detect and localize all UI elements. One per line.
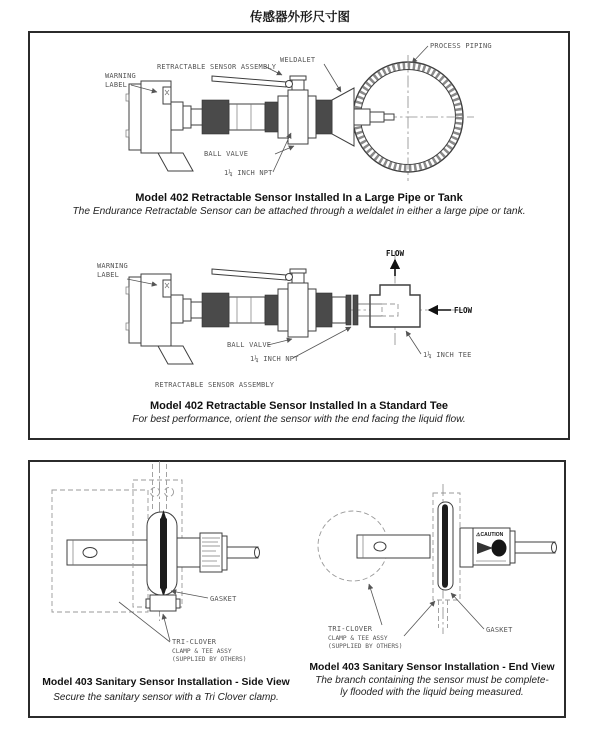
body-tube: [229, 104, 265, 130]
mount-plate: [129, 277, 141, 343]
caption-402-large-pipe: Model 402 Retractable Sensor Installed In a Large Pipe or Tank: [135, 192, 463, 204]
label-triclover-2: CLAMP & TEE ASSY: [172, 648, 232, 655]
leader-triclover-2: [404, 601, 435, 636]
label-npt: 1¼ INCH NPT: [250, 355, 299, 363]
label-flow-side: FLOW: [454, 306, 473, 315]
sensor-body: [460, 528, 473, 567]
leader-process-piping: [412, 46, 428, 63]
clamp-handle-bar: [357, 535, 430, 558]
valve-stem-cap: [290, 76, 306, 80]
caption-403-end-view: Model 403 Sanitary Sensor Installation - End View: [309, 662, 555, 673]
sensor-cap: [510, 531, 515, 563]
tee-stub-tab: [146, 599, 150, 608]
shaft-end: [255, 548, 260, 558]
subcaption-402-standard-tee: For best performance, orient the sensor with the end facing the liquid flow.: [132, 414, 466, 425]
label-retractable-assembly: RETRACTABLE SENSOR ASSEMBLY: [157, 63, 277, 71]
collar: [183, 299, 191, 321]
valve-stem: [292, 273, 304, 283]
label-flow-top: FLOW: [385, 249, 405, 258]
label-warning-1: WARNING: [105, 72, 136, 80]
sensor-shaft: [515, 542, 555, 553]
tee-fitting: [370, 285, 420, 327]
warning-sticker: [163, 280, 171, 297]
handle-hole: [83, 548, 97, 558]
caution-text: ⚠CAUTION: [476, 532, 504, 538]
valve-body: [288, 90, 308, 144]
npt-ring: [346, 295, 351, 325]
clamp-lug: [151, 488, 160, 497]
knurled-coupling: [202, 100, 229, 134]
valve-handle: [212, 76, 286, 87]
sensor-tip-end: [384, 114, 394, 120]
valve-stem-cap: [290, 269, 306, 273]
subcaption-403-side-view: Secure the sanitary sensor with a Tri Clover clamp.: [53, 692, 279, 703]
label-retractable-assembly: RETRACTABLE SENSOR ASSEMBLY: [155, 381, 275, 389]
gasket-dot-bottom: [442, 582, 448, 588]
label-triclover-2: CLAMP & TEE ASSY: [328, 635, 388, 642]
subcaption-403-end-view-line2: ly flooded with the liquid being measured.: [340, 686, 524, 698]
valve-stem: [292, 80, 304, 90]
valve-flange-right: [308, 289, 316, 331]
caption-402-standard-tee: Model 402 Retractable Sensor Installed In a Standard Tee: [149, 400, 449, 412]
knurled-nut: [265, 102, 278, 132]
label-triclover-3: (SUPPLIED BY OTHERS): [328, 643, 403, 650]
label-gasket: GASKET: [210, 595, 237, 603]
body-tube: [229, 297, 265, 323]
valve-flange-right: [308, 96, 316, 138]
valve-body: [288, 283, 308, 337]
leader-gasket: [451, 593, 484, 629]
leader-weldalet: [324, 64, 341, 92]
label-triclover-1: TRI-CLOVER: [172, 638, 217, 646]
label-npt: 1¼ INCH NPT: [224, 169, 273, 177]
subcaption-403-end-view: [300, 675, 564, 698]
sensor-tip-base: [354, 109, 370, 125]
label-gasket: GASKET: [486, 626, 513, 634]
page-title: 传感器外形尺寸图: [249, 9, 350, 24]
diagram-403-side-view: [28, 461, 300, 675]
label-weldalet: WELDALET: [280, 56, 316, 64]
leader-npt: [273, 133, 291, 172]
label-dark-graphic: [492, 540, 507, 557]
valve-handle-pivot: [286, 81, 293, 88]
handle-hole: [374, 542, 386, 551]
caption-403-side-view: Model 403 Sanitary Sensor Installation - Side View: [42, 677, 290, 688]
collar: [183, 106, 191, 128]
clamp-handle-bar: [67, 540, 150, 565]
knurled-nut-npt: [316, 293, 332, 327]
shaft-end: [552, 543, 557, 553]
label-ball-valve: BALL VALVE: [227, 341, 272, 349]
label-tee: 1¼ INCH TEE: [423, 351, 472, 359]
sensor-tip-mid: [370, 112, 384, 122]
label-warning-2: LABEL: [97, 271, 120, 279]
subcaption-403-end-view-line1: The branch containing the sensor must be complete-: [315, 675, 549, 686]
valve-handle: [212, 269, 286, 280]
clamp-lug: [165, 488, 174, 497]
weldalet-fitting: [332, 88, 354, 146]
gasket-edge: [160, 515, 167, 592]
knurled-nut: [265, 295, 278, 325]
diagram-402-standard-tee: [30, 245, 568, 397]
mount-plate: [129, 84, 141, 150]
neck-fitting: [171, 295, 183, 323]
subcaption-402-large-pipe: The Endurance Retractable Sensor can be attached through a weldalet in either a large pipe or tank.: [72, 206, 526, 217]
valve-handle-pivot: [286, 274, 293, 281]
knurled-nut-npt: [316, 100, 332, 134]
pipe-nipple: [332, 297, 346, 323]
head-foot-bracket: [158, 346, 193, 364]
head-foot-bracket: [158, 153, 193, 171]
gasket-edge: [442, 505, 448, 587]
leader-gasket: [171, 591, 208, 598]
label-ball-valve: BALL VALVE: [204, 150, 249, 158]
knurled-coupling: [202, 293, 229, 327]
label-triclover-1: TRI-CLOVER: [328, 625, 373, 633]
tee-stub: [150, 595, 176, 611]
label-warning-1: WARNING: [97, 262, 128, 270]
sensor-cap: [222, 536, 227, 570]
tee-stub-tab: [176, 599, 180, 608]
neck-fitting: [171, 102, 183, 130]
valve-flange-left: [278, 96, 288, 138]
leader-triclover: [369, 584, 382, 625]
npt-ring: [353, 295, 358, 325]
warning-sticker: [163, 87, 171, 104]
valve-flange-left: [278, 289, 288, 331]
leader-tee: [406, 331, 421, 354]
label-triclover-3: (SUPPLIED BY OTHERS): [172, 656, 247, 663]
label-warning-2: LABEL: [105, 81, 128, 89]
sensor-body: [177, 538, 200, 567]
sensor-shaft: [227, 547, 258, 558]
diagram-402-large-pipe: [30, 38, 568, 190]
diagram-403-end-view: [300, 478, 566, 658]
leader-ball-valve: [268, 339, 292, 345]
label-process-piping: PROCESS PIPING: [430, 42, 492, 50]
gasket-dot-top: [442, 504, 448, 510]
